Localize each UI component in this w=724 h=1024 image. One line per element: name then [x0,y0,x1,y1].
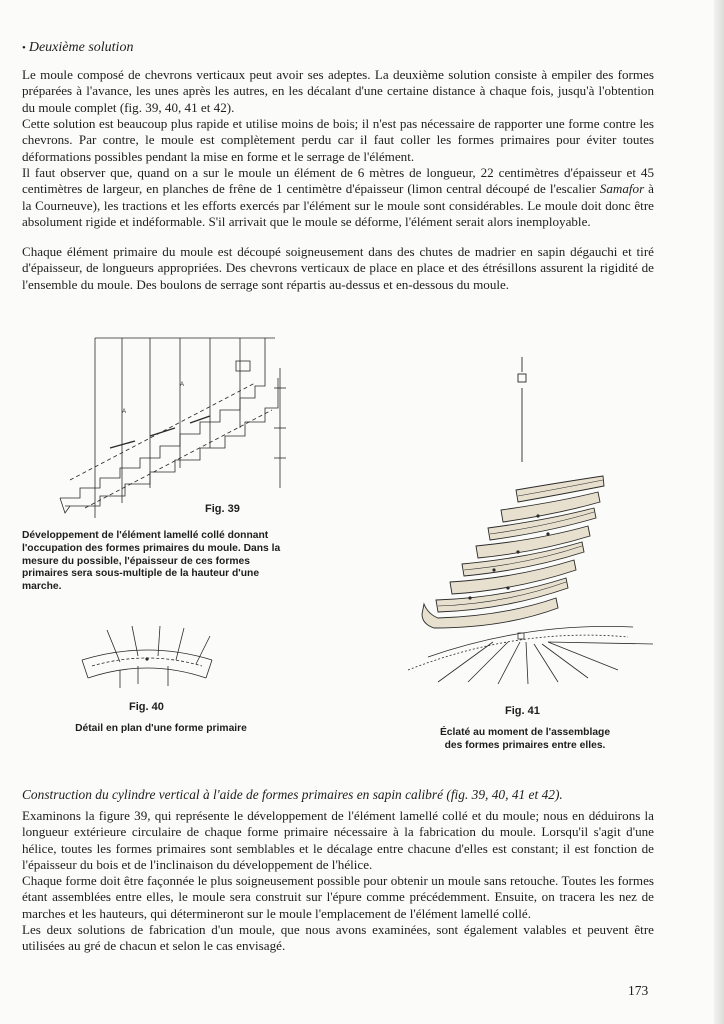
paragraph-1 [22,67,654,116]
paragraph-4 [22,244,654,293]
svg-text:A: A [122,409,127,415]
page-number: 173 [628,983,649,998]
section-2-paragraph-1 [22,808,654,873]
section-2-title: Construction du cylindre vertical à l'aide de formes primaires en sapin calibré (fig. 39, 40, 41 et 42). [22,787,563,802]
paragraph-text [22,165,654,230]
figure-41-caption-line-2: des formes primaires entre elles. [444,739,606,751]
heading-title: Deuxième solution [28,40,134,55]
figure-39-label: Fig. 39 [205,503,240,515]
paragraph-2 [22,116,654,165]
figure-39-caption: Développement de l'élément lamellé collé donnant l'occupation des formes primaires du moule. Dans la mesure du possible, l'épaisseur de ces formes primaires sera sous-multiple de la hauteur d'une marche. [22,530,281,593]
figure-40-drawing [72,622,222,692]
paragraph-text-part: Il faut observer que, quand on a sur le moule un élément de 6 mètres de longueur, 22 centimètres d'épaisseur et 45 centimètres de largeur, en planches de frêne de 1 centimètre d'épaisseur (limon central découpé de l'escalier [22,165,654,197]
svg-text:A: A [180,382,185,388]
figure-41-drawing [398,352,663,687]
paragraph-text-part: à la Courneuve), les tractions et les efforts exercés par l'élément sur le moule sont considérables. Le moule doit donc être absolument rigide et indéformable. S'il arrivait que le moule se déforme, l'élément serait alors inemployable. [22,181,654,229]
figure-41-caption-line-1: Éclaté au moment de l'assemblage [439,727,611,738]
italic-name: Samafor [599,181,645,197]
paragraph-text: Chaque forme doit être façonnée le plus soigneusement possible pour obtenir un moule sans retouche. Toutes les formes étant assemblées entre elles, le moule sera construit sur l'épure comme précédemment. Ensuite, on tracera les nez de marches et les hauteurs, qui détermineront sur le moule l'emplacement de l'élément lamellé collé. [22,873,654,921]
paragraph-text: Les deux solutions de fabrication d'un moule, que nous avons examinées, sont également valables et peuvent être utilisées au gré de chacun et selon le cas envisagé. [22,921,654,954]
stacked-forms [422,476,604,628]
paragraph-text: Chaque élément primaire du moule est découpé soigneusement dans des chutes de madrier en sapin dégauchi et tiré d'épaisseur, de longueurs appropriées. Des chevrons verticaux de place en place et des étrésillons assurent la rigidité de l'ensemble du moule. Des boulons de serrage sont répartis au-dessus et en-dessous du moule. [22,244,654,292]
section-heading [22,40,654,56]
figure-39-drawing [40,328,290,528]
section-2-paragraph-2 [22,873,654,954]
page-edge [714,0,724,1024]
figure-41-caption [420,727,630,753]
figure-40-label: Fig. 40 [129,701,164,713]
paragraph-text: Examinons la figure 39, qui représente le développement de l'élément lamellé collé et du moule; nous en déduirons la longueur extérieure circulaire de chaque forme primaire nécessaire à la fabrication du moule. Lorsqu'il s'agit d'une hélice, toutes les formes primaires sont semblables et le décalage entre chacune d'elles est constant; il est fonction de l'épaisseur du bois et de l'inclinaison du développement de l'hélice. [22,808,654,872]
paragraph-text: Cette solution est beaucoup plus rapide et utilise moins de bois; il n'est pas nécessaire de rapporter une forme contre les chevrons. Par contre, le moule est complètement perdu car il faut coller les formes primaires pour éviter toutes déformations possibles pendant la mise en forme et le serrage de l'élément. [22,116,654,164]
figure-40-caption: Détail en plan d'une forme primaire [75,723,247,734]
bullet-icon: • [22,42,26,54]
paragraph-text: Le moule composé de chevrons verticaux peut avoir ses adeptes. La deuxième solution consiste à empiler des formes préparées à l'avance, les unes après les autres, en les décalant d'une certaine distance à chaque fois, jusqu'à l'obtention du moule complet (fig. 39, 40, 41 et 42). [22,67,654,115]
figure-41-label: Fig. 41 [505,705,540,717]
paragraph-3 [22,165,654,230]
